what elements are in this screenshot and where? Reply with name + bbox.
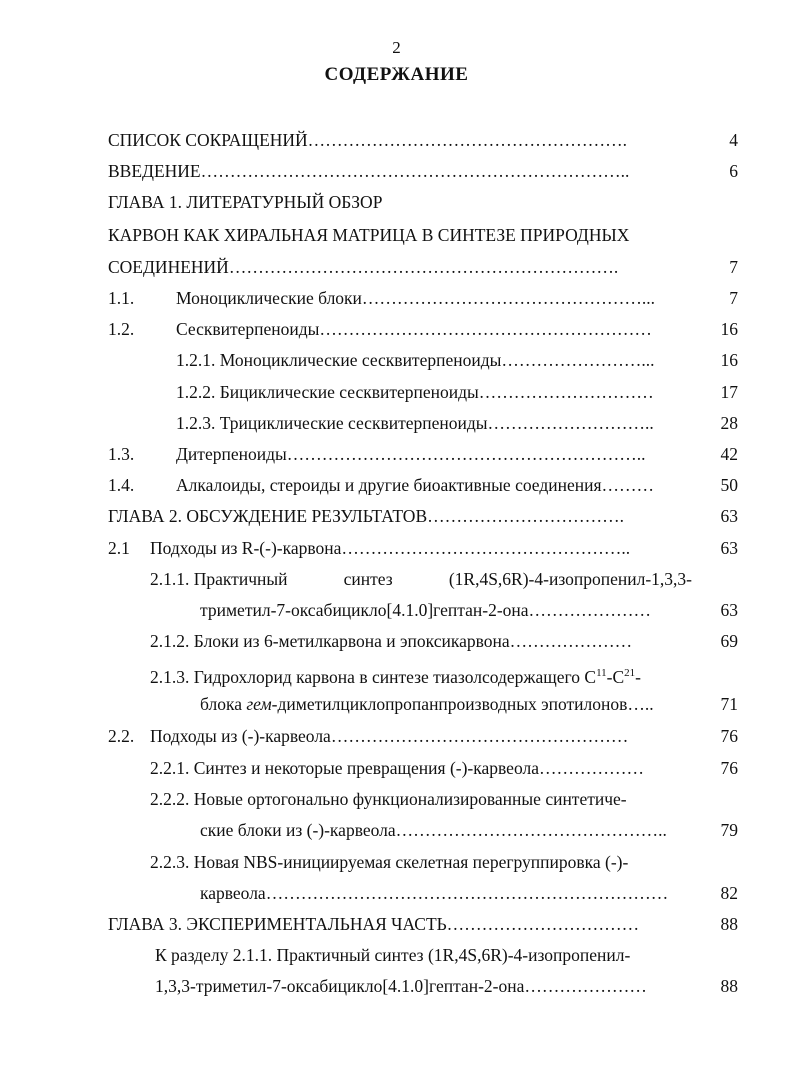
toc-page-2-2-2: 79 — [720, 820, 738, 840]
toc-page-chapter2: 63 — [720, 506, 738, 526]
toc-text: -диметилциклопропанпроизводных эпотилонов….. — [271, 694, 654, 714]
toc-page-1-1: 7 — [729, 288, 738, 308]
toc-entry-2-2-3-line2: карвеола…………………………………………………………… — [200, 883, 669, 903]
toc-entry-1-4: Алкалоиды, стероиды и другие биоактивные соединения……… — [176, 475, 655, 495]
toc-number-1-1: 1.1. — [108, 288, 135, 308]
toc-number-1-4: 1.4. — [108, 475, 135, 495]
toc-page-chapter3: 88 — [720, 914, 738, 934]
superscript: 11 — [596, 667, 607, 679]
toc-entry-abbreviations: СПИСОК СОКРАЩЕНИЙ………………………………………………. — [108, 130, 628, 150]
toc-page-1-4: 50 — [720, 475, 738, 495]
page-number: 2 — [392, 38, 401, 57]
toc-entry-1-2-3: 1.2.3. Трициклические сесквитерпеноиды……………………….. — [176, 413, 654, 433]
toc-entry-2-1-1-line2: триметил-7-оксабицикло[4.1.0]гептан-2-она………………… — [200, 600, 652, 620]
toc-page-2-2-3: 82 — [720, 883, 738, 903]
toc-text: блока — [200, 694, 247, 714]
toc-page-3-1: 88 — [720, 976, 738, 996]
toc-entry-2-1-3-line1 — [150, 662, 641, 688]
toc-entry-3-1-line2: 1,3,3-триметил-7-оксабицикло[4.1.0]гептан-2-она………………… — [155, 976, 647, 996]
toc-number-2-1: 2.1 — [108, 538, 130, 558]
toc-page-1-2-3: 28 — [720, 413, 738, 433]
toc-word: 2.1.1. Практичный — [150, 569, 288, 589]
toc-page-2-1-1: 63 — [720, 600, 738, 620]
toc-entry-1-1: Моноциклические блоки…………………………………………... — [176, 288, 656, 308]
toc-word: синтез — [343, 569, 393, 589]
toc-page-introduction: 6 — [729, 161, 738, 181]
toc-entry-1-2-2: 1.2.2. Бициклические сесквитерпеноиды………………………… — [176, 382, 654, 402]
toc-text: -C — [606, 666, 625, 687]
toc-word: (1R,4S,6R)-4-изопропенил-1,3,3- — [448, 569, 692, 589]
toc-entry-3-1-line1: К разделу 2.1.1. Практичный синтез (1R,4S,6R)-4-изопропенил- — [155, 945, 631, 965]
toc-page-2-2-1: 76 — [720, 758, 738, 778]
toc-page-1-2: 16 — [720, 319, 738, 339]
toc-page-2-2: 76 — [720, 726, 738, 746]
toc-page-1-2-1: 16 — [720, 350, 738, 370]
toc-number-2-2: 2.2. — [108, 726, 135, 746]
toc-page-1-2-2: 17 — [720, 382, 738, 402]
toc-number-1-2: 1.2. — [108, 319, 135, 339]
italic-text: гем — [246, 694, 272, 714]
page-title: СОДЕРЖАНИЕ — [324, 64, 469, 85]
toc-entry-chapter1-line3: СОЕДИНЕНИЙ…………………………………………………………. — [108, 257, 619, 277]
toc-entry-2-1: Подходы из R-(-)-карвона………………………………………….. — [150, 538, 631, 558]
toc-page-2-1: 63 — [720, 538, 738, 558]
toc-entry-2-2: Подходы из (-)-карвеола…………………………………………… — [150, 726, 629, 746]
toc-entry-chapter2: ГЛАВА 2. ОБСУЖДЕНИЕ РЕЗУЛЬТАТОВ……………………………. — [108, 506, 624, 526]
toc-entry-2-2-1: 2.2.1. Синтез и некоторые превращения (-)-карвеола……………… — [150, 758, 644, 778]
toc-entry-2-2-2-line1: 2.2.2. Новые ортогонально функционализированные синтетиче- — [150, 789, 627, 809]
toc-number-1-3: 1.3. — [108, 444, 135, 464]
toc-entry-1-2-1: 1.2.1. Моноциклические сесквитерпеноиды……………………... — [176, 350, 655, 370]
toc-page-chapter1: 7 — [729, 257, 738, 277]
toc-page-abbreviations: 4 — [729, 130, 738, 150]
toc-entry-2-1-3-line2 — [200, 693, 654, 715]
toc-text: 2.1.3. Гидрохлорид карвона в синтезе тиазолсодержащего C — [150, 666, 597, 687]
toc-entry-chapter1-line1: ГЛАВА 1. ЛИТЕРАТУРНЫЙ ОБЗОР — [108, 192, 383, 212]
toc-page-2-1-2: 69 — [720, 631, 738, 651]
toc-entry-1-3: Дитерпеноиды…………………………………………………….. — [176, 444, 646, 464]
toc-entry-2-1-1-line1 — [150, 568, 692, 590]
toc-text: - — [635, 666, 641, 687]
toc-entry-chapter3: ГЛАВА 3. ЭКСПЕРИМЕНТАЛЬНАЯ ЧАСТЬ…………………………… — [108, 914, 640, 934]
superscript: 21 — [624, 667, 636, 679]
toc-entry-2-1-2: 2.1.2. Блоки из 6-метилкарвона и эпоксикарвона………………… — [150, 631, 633, 651]
toc-entry-1-2: Сесквитерпеноиды………………………………………………… — [176, 319, 652, 339]
toc-entry-2-2-3-line1: 2.2.3. Новая NBS-инициируемая скелетная перегруппировка (-)- — [150, 852, 629, 872]
toc-entry-chapter1-line2: КАРВОН КАК ХИРАЛЬНАЯ МАТРИЦА В СИНТЕЗЕ ПРИРОДНЫХ — [108, 225, 630, 245]
toc-entry-2-2-2-line2: ские блоки из (-)-карвеола……………………………………….. — [200, 820, 667, 840]
toc-page-2-1-3: 71 — [720, 694, 738, 714]
toc-page-1-3: 42 — [720, 444, 738, 464]
toc-entry-introduction: ВВЕДЕНИЕ……………………………………………………………….. — [108, 161, 630, 181]
